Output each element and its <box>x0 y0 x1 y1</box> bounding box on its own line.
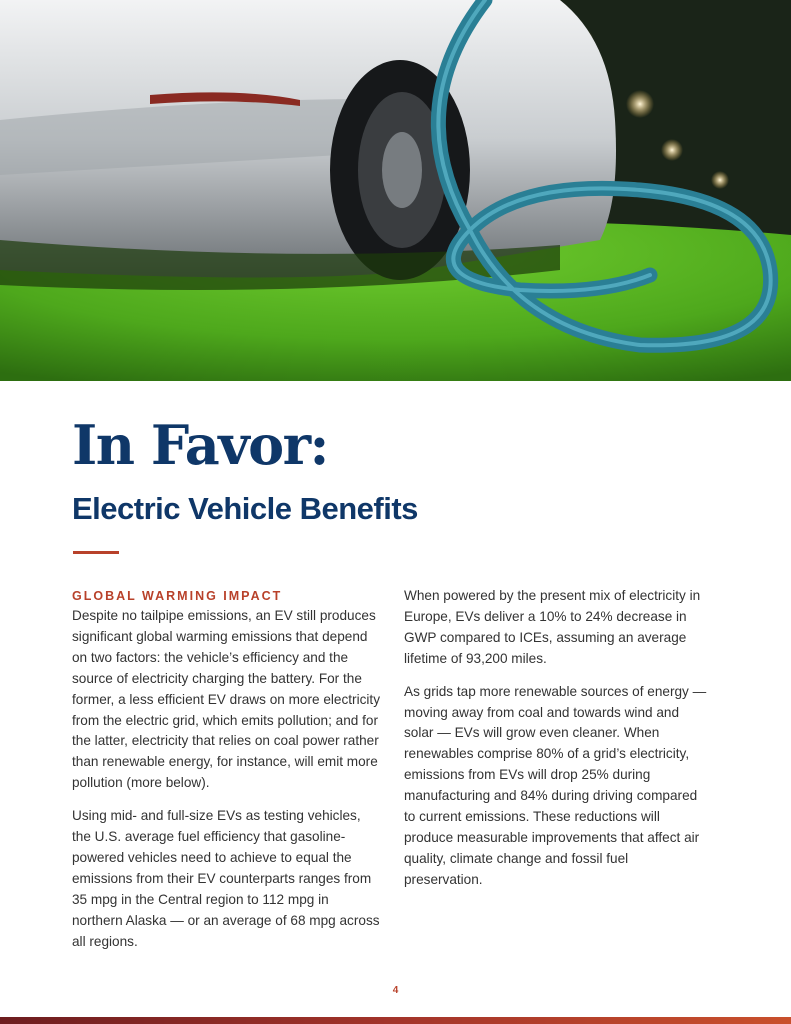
page-title: In Favor: <box>72 413 328 477</box>
section-heading: GLOBAL WARMING IMPACT <box>72 589 283 603</box>
body-paragraph: As grids tap more renewable sources of energy —moving away from coal and towards wind and solar — EVs will grow even cleaner. When renewables comprise 80% of a grid’s electricity, emissions from EVs will drop 25% during manufacturing and 84% during driving compared to current emissions. These reductions will produce measurable improvements that affect air quality, climate change and fossil fuel preservation. <box>404 683 707 887</box>
footer-bar <box>0 1017 791 1024</box>
page-subtitle: Electric Vehicle Benefits <box>72 491 418 526</box>
left-column <box>72 586 382 965</box>
body-paragraph: Despite no tailpipe emissions, an EV still produces significant global warming emissions that depend on two factors: the vehicle’s efficiency and the source of electricity charging the battery. For the former, a less efficient EV draws on more electricity from the electric grid, which emits pollution; and for the latter, electricity that relies on coal power rather than renewable energy, for instance, will emit more pollution (more below). <box>72 608 380 791</box>
ev-charging-illustration <box>0 0 791 381</box>
body-paragraph: When powered by the present mix of electricity in Europe, EVs deliver a 10% to 24% decrease in GWP compared to ICEs, assuming an average lifetime of 93,200 miles. <box>404 588 701 666</box>
hero-image <box>0 0 791 381</box>
accent-divider <box>73 551 119 554</box>
body-paragraph: Using mid- and full-size EVs as testing vehicles, the U.S. average fuel efficiency that gasoline-powered vehicles need to achieve to equal the emissions from their EV counterparts ranges from 35 mpg in the Central region to 112 mpg in northern Alaska — or an average of 68 mpg across all regions. <box>72 808 380 949</box>
right-column <box>404 586 710 903</box>
page-number: 4 <box>392 985 399 996</box>
